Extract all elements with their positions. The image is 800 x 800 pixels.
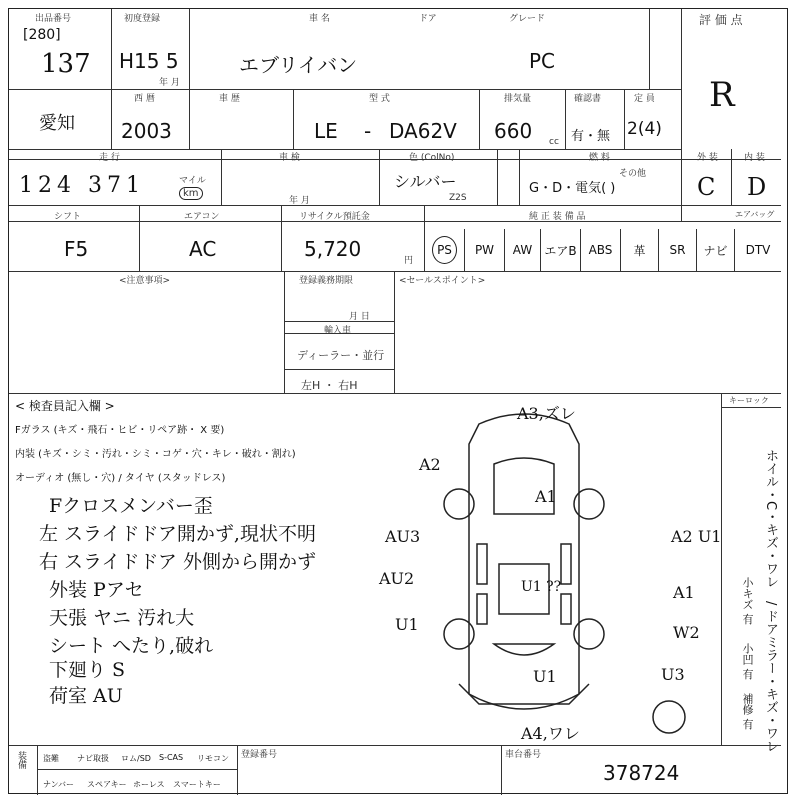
opt-sparekey: スペアキー bbox=[87, 780, 127, 789]
cc-unit: cc bbox=[549, 137, 559, 147]
color-label: 色 (ColNo) bbox=[409, 153, 455, 163]
capacity: 2(4) bbox=[627, 119, 662, 139]
grade-label: グレード bbox=[509, 14, 546, 24]
opt-remote: リモコン bbox=[197, 754, 229, 763]
rear-circle-icon bbox=[649, 697, 689, 737]
auction-sheet bbox=[8, 8, 788, 794]
diag-au2: AU2 bbox=[379, 569, 415, 588]
first-reg: H15 5 bbox=[119, 49, 179, 73]
year: 2003 bbox=[121, 119, 172, 143]
car-name: エブリイバン bbox=[239, 53, 358, 77]
exterior-label: 外 装 bbox=[697, 153, 718, 163]
interior-line: 内装 (キズ・シミ・汚れ・シミ・コゲ・穴・キレ・破れ・割れ) bbox=[15, 449, 296, 460]
diag-center: U1 ?? bbox=[521, 579, 562, 595]
due-sub: 月 日 bbox=[349, 312, 370, 322]
interior-label: 内 装 bbox=[744, 153, 765, 163]
capacity-label: 定 員 bbox=[634, 94, 655, 104]
model: DA62V bbox=[389, 119, 457, 143]
opt-number: ナンバー bbox=[43, 780, 75, 789]
car-name-label: 車 名 bbox=[309, 14, 330, 24]
fuel: G・D・電気( ) bbox=[529, 181, 616, 196]
opt-theft: 盗難 bbox=[43, 754, 59, 763]
diag-u3: U3 bbox=[661, 665, 685, 684]
equip-abs: ABS bbox=[580, 229, 620, 271]
car-diagram bbox=[419, 404, 629, 734]
mileage-label: 走 行 bbox=[99, 153, 120, 163]
equip-aw: AW bbox=[504, 229, 540, 271]
diag-u1-center: U1 bbox=[533, 667, 557, 686]
equip-leather: 革 bbox=[620, 229, 658, 271]
chassis-number: 378724 bbox=[603, 761, 680, 785]
keylock-label: キーロック bbox=[729, 396, 769, 405]
recycle-unit: 円 bbox=[404, 256, 414, 266]
fuel-other: その他 bbox=[619, 169, 647, 179]
grade: PC bbox=[529, 49, 556, 73]
score: R bbox=[709, 75, 735, 115]
fuel-label: 燃 料 bbox=[589, 153, 610, 163]
region: 愛知 bbox=[39, 113, 75, 134]
shift-label: シフト bbox=[54, 212, 82, 222]
chassis-label: 車台番号 bbox=[505, 750, 542, 760]
ac: AC bbox=[189, 237, 217, 261]
inspection-label: 車 検 bbox=[279, 153, 300, 163]
diag-top: A3,ズレ bbox=[517, 404, 576, 423]
interior: D bbox=[747, 173, 767, 201]
equip-airbag: エアB bbox=[540, 229, 580, 271]
diag-w2: W2 bbox=[673, 623, 700, 642]
diag-bottom: A4,ワレ bbox=[521, 724, 580, 743]
doc: 有・無 bbox=[571, 129, 611, 144]
diag-a1-roof: A1 bbox=[535, 487, 557, 506]
audio-line: オーディオ (無し・穴) / タイヤ (スタッドレス) bbox=[15, 473, 226, 484]
memo-line-4: 外装 Pアセ bbox=[49, 579, 144, 601]
score-label: 評 価 点 bbox=[699, 13, 743, 27]
ac-label: エアコン bbox=[184, 212, 220, 222]
shift: F5 bbox=[64, 237, 89, 261]
memo-line-1: Fクロスメンバー歪 bbox=[49, 495, 213, 517]
memo-line-7: 下廻り S bbox=[49, 659, 126, 681]
history-label: 車 歴 bbox=[219, 94, 240, 104]
model-prefix: LE bbox=[314, 119, 338, 143]
first-reg-label: 初度登録 bbox=[124, 14, 161, 24]
first-reg-sub: 年 月 bbox=[159, 78, 180, 88]
wheel-text: ホイル・C・キズ・ワレ bbox=[763, 449, 778, 589]
equip-pw: PW bbox=[464, 229, 504, 271]
mileage: 124 371 bbox=[19, 173, 145, 198]
equip-navi: ナビ bbox=[696, 229, 734, 271]
airbag-label: エアバッグ bbox=[735, 210, 775, 219]
memo-line-3: 右 スライドドア 外側から開かず bbox=[39, 551, 316, 573]
repair: 補修 有 bbox=[741, 693, 754, 730]
diag-a1-right: A1 bbox=[673, 583, 695, 602]
equip-sr: SR bbox=[658, 229, 696, 271]
model-label: 型 式 bbox=[369, 94, 390, 104]
mile-label: マイル bbox=[179, 176, 206, 186]
recycle-label: リサイクル預託金 bbox=[299, 212, 370, 222]
mileage-unit: km bbox=[179, 187, 203, 200]
mirror-text: / ドアミラー・キズ・ワレ bbox=[763, 601, 778, 753]
memo-line-2: 左 スライドドア開かず,現状不明 bbox=[39, 523, 316, 545]
diag-a2u1: A2 U1 bbox=[671, 527, 722, 546]
due-label: 登録義務期限 bbox=[299, 276, 354, 286]
lot-code: [280] bbox=[23, 27, 61, 43]
inspector-title: < 検査員記入欄 > bbox=[15, 399, 115, 413]
diag-a2-left: A2 bbox=[419, 455, 441, 474]
doc-label: 確認書 bbox=[574, 94, 602, 104]
lot-number: 137 bbox=[41, 49, 91, 79]
cc: 660 bbox=[494, 119, 533, 143]
recycle: 5,720 bbox=[304, 237, 362, 261]
opt-smartkey: スマートキー bbox=[173, 780, 221, 789]
opt-rom: ロム/SD bbox=[121, 754, 151, 763]
dent-small: 小凹 有 bbox=[741, 643, 754, 680]
exterior: C bbox=[697, 173, 716, 201]
color-code: Z2S bbox=[449, 193, 467, 203]
footer-label: 装備 bbox=[16, 751, 26, 769]
opt-hoeless: ホーレス bbox=[133, 780, 165, 789]
equip-ps bbox=[424, 229, 464, 271]
door-label: ドア bbox=[419, 14, 437, 24]
notes-label: <注意事項> bbox=[119, 276, 171, 286]
year-label: 西 暦 bbox=[134, 94, 155, 104]
inspection-sub: 年 月 bbox=[289, 196, 310, 206]
handle-side: 左H ・ 右H bbox=[301, 379, 358, 392]
memo-line-6: シート へたり,破れ bbox=[49, 635, 214, 657]
reg-no-label: 登録番号 bbox=[241, 750, 278, 760]
color: シルバー bbox=[394, 172, 457, 191]
equip-dtv: DTV bbox=[734, 229, 781, 271]
equip-ps-text: PS bbox=[432, 236, 457, 264]
opt-navi: ナビ取扱 bbox=[77, 754, 109, 763]
memo-line-8: 荷室 AU bbox=[49, 685, 123, 707]
model-dash: - bbox=[364, 119, 372, 143]
diag-u1-left: U1 bbox=[395, 615, 419, 634]
scratch-small: 小キズ 有 bbox=[741, 577, 754, 625]
diag-au3: AU3 bbox=[385, 527, 421, 546]
import-dealer: ディーラー・並行 bbox=[297, 349, 385, 362]
lot-label: 出品番号 bbox=[35, 14, 72, 24]
cc-label: 排気量 bbox=[504, 94, 532, 104]
opt-bcas: S-CAS bbox=[159, 753, 184, 762]
sales-label: <セールスポイント> bbox=[399, 276, 486, 286]
glass-line: Fガラス (キズ・飛石・ヒビ・リペア跡・ X 要) bbox=[15, 425, 225, 436]
equip-label: 純 正 装 備 品 bbox=[529, 212, 586, 222]
memo-line-5: 天張 ヤニ 汚れ大 bbox=[49, 607, 195, 629]
import-label: 輸入車 bbox=[324, 326, 352, 336]
